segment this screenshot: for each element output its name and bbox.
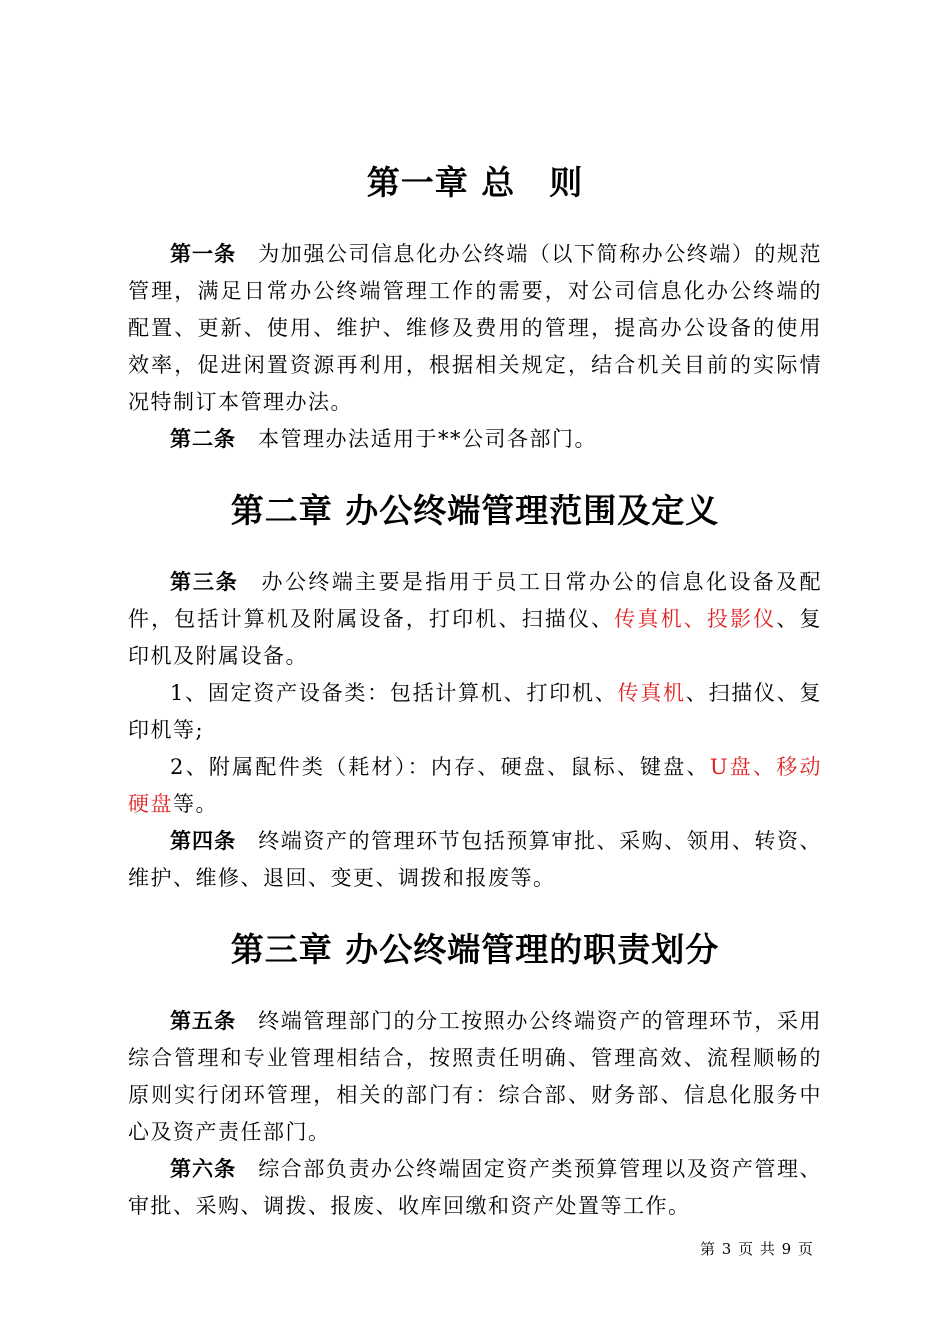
list-item-1	[128, 675, 822, 749]
list-item-1-text-b: 、扫描仪、复印机等;	[128, 681, 823, 742]
article-4-text: 终端资产的管理环节包括预算审批、采购、领用、转资、维护、维修、退回、变更、调拨和报废等。	[128, 829, 823, 890]
article-4-label: 第四条	[170, 829, 237, 853]
list-item-2	[128, 749, 822, 823]
article-4	[128, 823, 822, 897]
list-item-2-highlight: U盘、移动硬盘	[128, 755, 823, 816]
page-number-footer: 第 3 页 共 9 页	[700, 1240, 814, 1258]
article-2-label: 第二条	[170, 427, 236, 451]
list-item-1-text-a: 1、固定资产设备类：包括计算机、打印机、	[170, 681, 618, 705]
article-6-text: 综合部负责办公终端固定资产类预算管理以及资产管理、审批、采购、调拨、报废、收库回缴和资产处置等工作。	[128, 1157, 823, 1218]
article-5-text: 终端管理部门的分工按照办公终端资产的管理环节，采用综合管理和专业管理相结合，按照责任明确、管理高效、流程顺畅的原则实行闭环管理，相关的部门有：综合部、财务部、信息化服务中心及资产责任部门。	[128, 1009, 823, 1144]
article-3	[128, 564, 822, 675]
article-5-label: 第五条	[170, 1009, 237, 1033]
article-3-highlight: 传真机、投影仪	[614, 607, 777, 631]
list-item-2-text-a: 2、附属配件类（耗材）：内存、硬盘、鼠标、键盘、	[170, 755, 710, 779]
article-1-text: 为加强公司信息化办公终端（以下简称办公终端）的规范管理，满足日常办公终端管理工作的需要，对公司信息化办公终端的配置、更新、使用、维护、维修及费用的管理，提高办公设备的使用效率，促进闲置资源再利用，根据相关规定，结合机关目前的实际情况特制订本管理办法。	[128, 242, 823, 414]
article-5	[128, 1003, 822, 1151]
article-2-text: 本管理办法适用于**公司各部门。	[258, 427, 597, 451]
list-item-2-text-b: 等。	[173, 792, 218, 816]
article-2	[128, 421, 822, 458]
article-1-label: 第一条	[170, 242, 237, 266]
article-6	[128, 1151, 822, 1225]
chapter-3-title: 第三章 办公终端管理的职责划分	[230, 930, 720, 969]
article-6-label: 第六条	[170, 1157, 237, 1181]
chapter-1-title: 第一章 总 则	[366, 163, 584, 202]
chapter-2-title: 第二章 办公终端管理范围及定义	[230, 491, 720, 530]
article-3-label: 第三条	[170, 570, 239, 594]
document-body	[128, 160, 822, 1225]
list-item-1-highlight: 传真机	[617, 681, 686, 705]
article-3-text-a: 办公终端主要是指用于员工日常办公的信息化设备及配件，包括计算机及附属设备，打印机、扫描仪、	[128, 570, 823, 631]
article-3-text-b: 、复印机及附属设备。	[128, 607, 823, 668]
article-1	[128, 236, 822, 421]
